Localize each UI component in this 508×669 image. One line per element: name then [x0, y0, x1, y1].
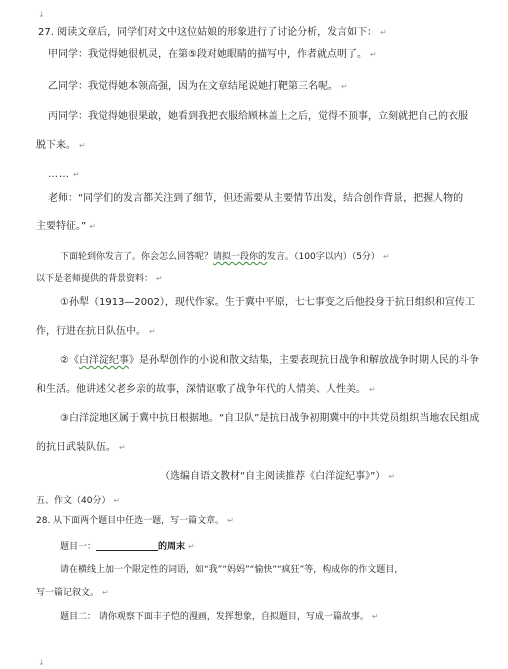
ellipsis: …… ↵ — [48, 169, 81, 180]
top-paragraph-mark: ↓ — [38, 10, 45, 19]
paragraph-mark: ↵ — [156, 274, 163, 283]
background-item-1-line1: ①孙犁（1913—2002），现代作家。生于冀中平原，七七事变之后他投身于抗日组织和宣传工 — [60, 297, 475, 308]
source-citation: （选编自语文教材“自主阅读推荐《白洋淀纪事》”） ↵ — [160, 471, 396, 482]
paragraph-mark: ↵ — [188, 542, 195, 551]
paragraph-mark: ↵ — [73, 170, 81, 179]
wavy-underlined-text: 请拟一段你的 — [213, 252, 268, 262]
paragraph-mark: ↵ — [382, 252, 390, 261]
background-item-1-line2: 作，行进在抗日队伍中。 ↵ — [36, 326, 156, 337]
teacher-statement-line1: 老师：“同学们的发言都关注到了细节，但还需要从主要情节出发，结合创作背景，把握人物的 — [48, 193, 464, 204]
paragraph-mark: ↵ — [369, 50, 377, 59]
answer-prompt: 下面轮到你发言了。你会怎么回答呢？请拟一段你的发言。（100字以内）（5分） ↵ — [60, 252, 390, 262]
paragraph-mark: ↵ — [369, 385, 376, 394]
paragraph-mark: ↵ — [119, 443, 126, 452]
paragraph-mark: ↵ — [341, 82, 348, 91]
student-jia-statement: 甲同学：我觉得她很机灵，在第⑤段对她眼睛的描写中，作者就点明了。 ↵ — [48, 49, 377, 60]
topic-1-title: 题目一： 的周末 ↵ — [60, 542, 195, 552]
question-27-intro: 27. 阅读文章后，同学们对文中这位姑娘的形象进行了讨论分析，发言如下： ↵ — [38, 27, 387, 38]
topic-1-description-line1: 请在横线上加一个限定性的词语，如“我”“妈妈”“愉快”“疯狂”等，构成你的作文题目， — [60, 565, 404, 575]
paragraph-mark: ↵ — [149, 327, 156, 336]
paragraph-mark: ↵ — [227, 516, 234, 525]
student-bing-statement-line1: 丙同学：我觉得她很果敢，她看到我把衣服给顾林盖上之后，觉得不顶事，立刻就把自己的衣服 — [48, 111, 468, 122]
paragraph-mark: ↵ — [371, 612, 379, 621]
paragraph-mark: ↵ — [380, 28, 387, 37]
background-item-3-line1: ③白洋淀地区属于冀中抗日根据地。“自卫队”是抗日战争初期冀中的中共党员组织当地农民组成 — [60, 413, 480, 424]
teacher-statement-line2: 主要特征。” ↵ — [36, 221, 96, 232]
paragraph-mark: ↵ — [79, 141, 86, 150]
paragraph-mark: ↵ — [102, 588, 109, 597]
background-item-3-line2: 的抗日武装队伍。 ↵ — [36, 442, 126, 453]
paragraph-mark: ↵ — [113, 496, 121, 505]
background-intro: 以下是老师提供的背景资料： ↵ — [36, 274, 163, 284]
question-28-intro: 28. 从下面两个题目中任选一题，写一篇文章。 ↵ — [36, 516, 234, 526]
topic-2-description: 题目二： 请你观察下面丰子恺的漫画，发挥想象，自拟题目，写成一篇故事。 ↵ — [60, 612, 379, 622]
background-item-2-line2: 和生活。他讲述父老乡亲的故事，深情讴歌了战争年代的人情美、人性美。 ↵ — [36, 384, 376, 395]
topic-1-description-line2: 写一篇记叙文。 ↵ — [36, 588, 109, 598]
section-5-heading: 五、作文（40分） ↵ — [36, 496, 121, 506]
student-yi-statement: 乙同学：我觉得她本领高强，因为在文章结尾说她打靶第三名呢。 ↵ — [48, 81, 348, 92]
paragraph-mark: ↵ — [89, 222, 96, 231]
topic-1-blank — [96, 540, 158, 551]
background-item-2-line1: ②《白洋淀纪事》是孙犁创作的小说和散文结集，主要表现抗日战争和解放战争时期人民的斗争 — [60, 355, 479, 366]
student-bing-statement-line2: 脱下来。 ↵ — [36, 140, 86, 151]
paragraph-mark: ↵ — [388, 472, 396, 481]
book-title: 白洋淀纪事 — [78, 355, 129, 366]
bottom-paragraph-mark: ↓ — [38, 658, 45, 667]
